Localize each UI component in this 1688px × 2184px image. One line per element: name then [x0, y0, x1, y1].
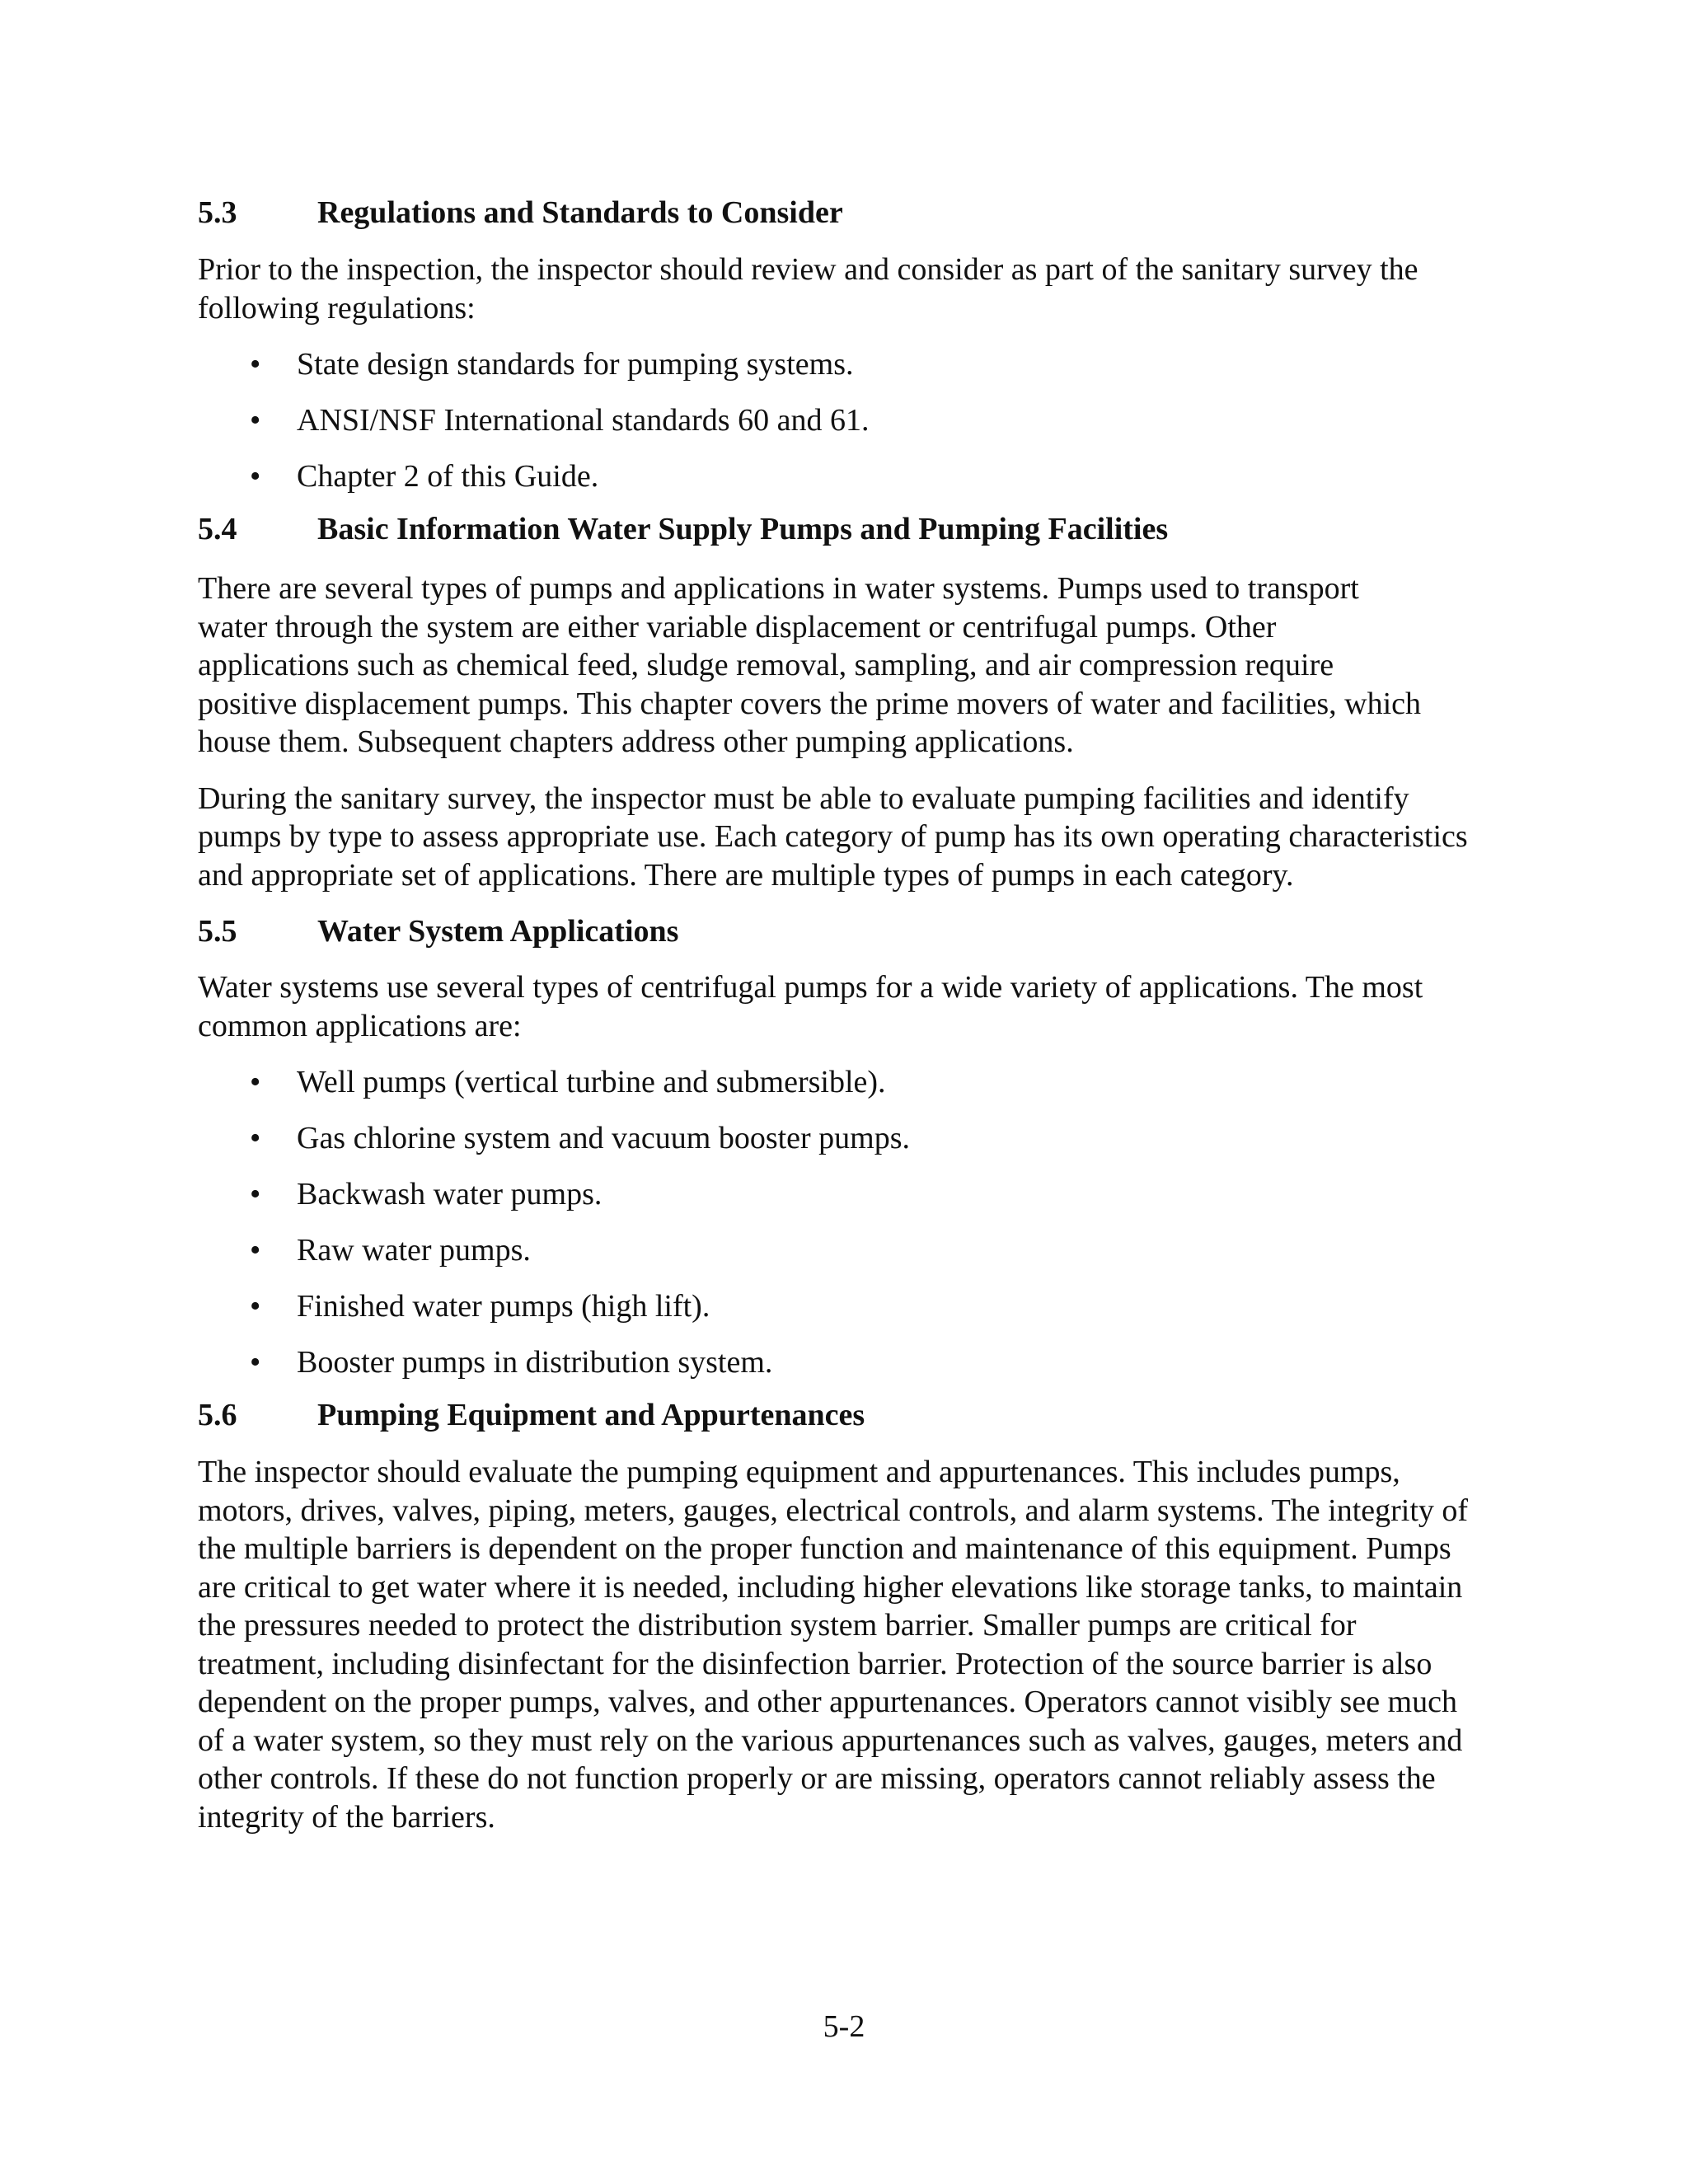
section-5-5-bullet-list — [198, 1063, 1508, 1381]
list-item-text: Gas chlorine system and vacuum booster pumps. — [297, 1121, 911, 1155]
section-title: Basic Information Water Supply Pumps and Pumping Facilities — [317, 512, 1169, 546]
list-item — [198, 345, 1508, 383]
bullet-icon: • — [250, 347, 261, 382]
bullet-icon: • — [250, 1289, 261, 1324]
bullet-icon: • — [250, 1177, 261, 1212]
section-heading-5-5 — [198, 912, 1508, 950]
list-item-text: Raw water pumps. — [297, 1233, 531, 1268]
document-page — [198, 194, 1508, 1836]
section-title: Pumping Equipment and Appurtenances — [317, 1398, 865, 1432]
section-title: Water System Applications — [317, 914, 679, 949]
list-item — [198, 1175, 1508, 1213]
section-5-3-intro: Prior to the inspection, the inspector should review and consider as part of the sanitary survey the following regulations: — [198, 252, 1418, 326]
list-item — [198, 1063, 1508, 1101]
list-item — [198, 1343, 1508, 1381]
section-title: Regulations and Standards to Consider — [317, 195, 843, 230]
section-number: 5.5 — [198, 914, 237, 949]
section-number: 5.3 — [198, 195, 237, 230]
section-number: 5.6 — [198, 1398, 237, 1432]
list-item — [198, 457, 1508, 495]
bullet-icon: • — [250, 1233, 261, 1268]
section-5-4-paragraph-2: During the sanitary survey, the inspector must be able to evaluate pumping facilities and identify pumps by type to assess appropriate use. Each category of pump has its own operating characteristics and appropriate set of applications. There are multiple types of pumps in each category. — [198, 780, 1468, 893]
section-5-5-intro: Water systems use several types of centrifugal pumps for a wide variety of applications. The most common applications are: — [198, 970, 1423, 1043]
section-number: 5.4 — [198, 512, 237, 546]
list-item — [198, 401, 1508, 439]
section-5-6-paragraph-1: The inspector should evaluate the pumping equipment and appurtenances. This includes pumps, motors, drives, valves, piping, meters, gauges, electrical controls, and alarm systems. The integrity of the multiple barriers is dependent on the proper function and maintenance of this equipment. Pumps are critical to get water where it is needed, including higher elevations like storage tanks, to maintain the pressures needed to protect the distribution system barrier. Smaller pumps are critical for treatment, including disinfectant for the disinfection barrier. Protection of the source barrier is also dependent on the proper pumps, valves, and other appurtenances. Operators cannot visibly see much of a water system, so they must rely on the various appurtenances such as valves, gauges, meters and other controls. If these do not function properly or are missing, operators cannot reliably assess the integrity of the barriers. — [198, 1455, 1469, 1835]
bullet-icon: • — [250, 1345, 261, 1380]
bullet-icon: • — [250, 459, 261, 494]
section-heading-5-4 — [198, 510, 1508, 548]
page-number: 5-2 — [823, 2009, 865, 2044]
list-item-text: Well pumps (vertical turbine and submersible). — [297, 1065, 886, 1099]
list-item-text: Chapter 2 of this Guide. — [297, 459, 599, 494]
section-5-4-paragraph-1: There are several types of pumps and applications in water systems. Pumps used to transport water through the system are either variable displacement or centrifugal pumps. Other applications such as chemical feed, sludge removal, sampling, and air compression require positive displacement pumps. This chapter covers the prime movers of water and facilities, which house them. Subsequent chapters address other pumping applications. — [198, 571, 1422, 759]
list-item — [198, 1287, 1508, 1325]
list-item-text: State design standards for pumping systems. — [297, 347, 854, 382]
list-item-text: ANSI/NSF International standards 60 and 61. — [297, 403, 870, 438]
section-heading-5-6 — [198, 1396, 1508, 1434]
list-item — [198, 1119, 1508, 1157]
bullet-icon: • — [250, 1121, 261, 1155]
list-item — [198, 1231, 1508, 1269]
list-item-text: Finished water pumps (high lift). — [297, 1289, 710, 1324]
list-item-text: Booster pumps in distribution system. — [297, 1345, 773, 1380]
bullet-icon: • — [250, 1065, 261, 1099]
section-5-3-bullet-list — [198, 345, 1508, 495]
list-item-text: Backwash water pumps. — [297, 1177, 603, 1212]
section-heading-5-3 — [198, 194, 1508, 232]
bullet-icon: • — [250, 403, 261, 438]
